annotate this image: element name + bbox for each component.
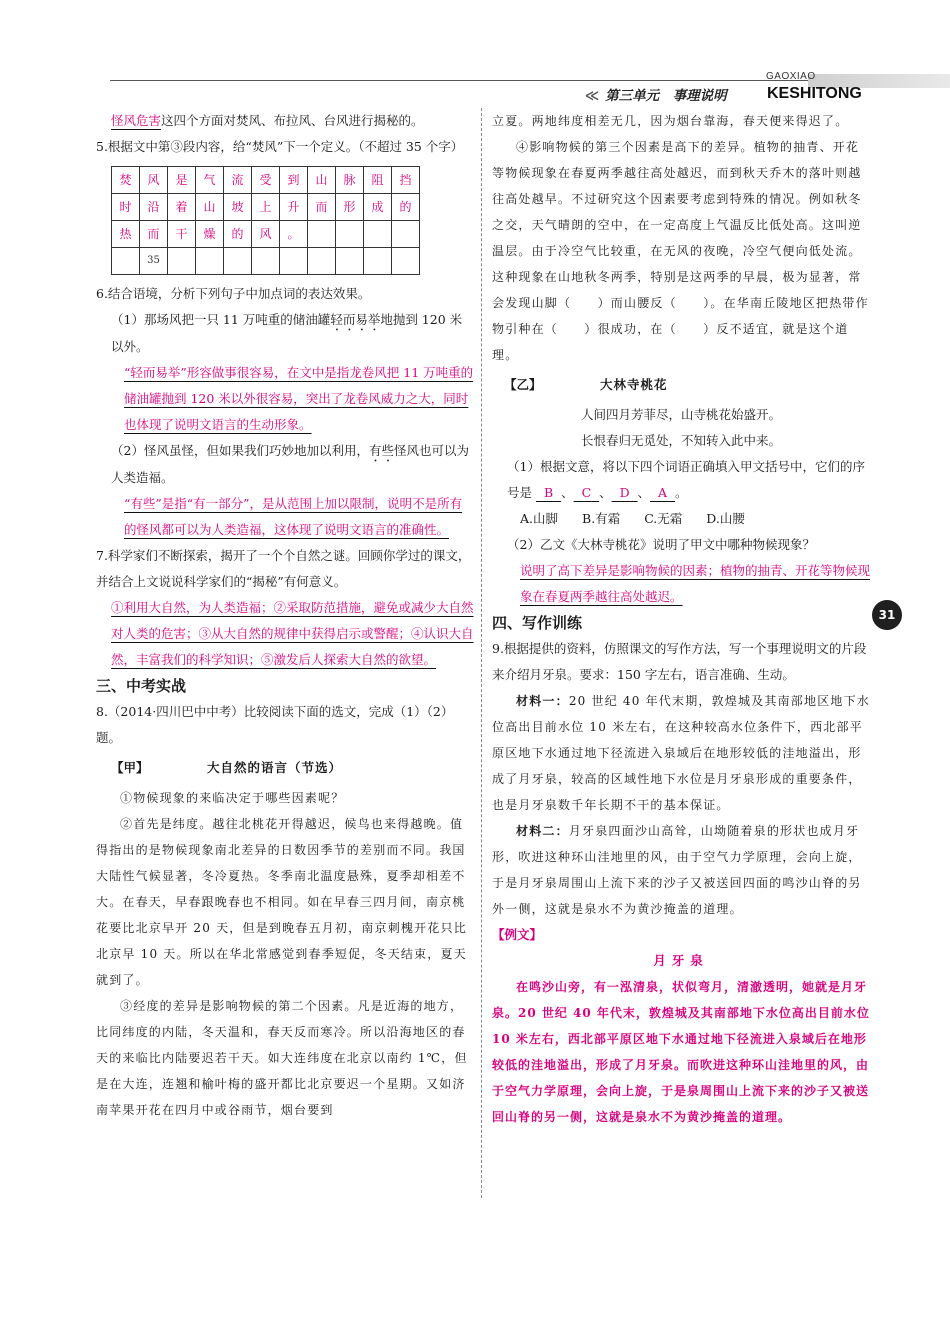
grid-cell: 气: [196, 167, 224, 194]
example-tag: 【例文】: [492, 927, 543, 942]
example-title: 月牙泉: [653, 953, 709, 968]
page-number: 31: [872, 600, 902, 630]
passage-title: 大自然的语言（节选）: [207, 760, 343, 775]
option: B.有霜: [582, 511, 621, 526]
grid-cell: [336, 248, 364, 275]
passage-paragraph: ③经度的差异是影响物候的第二个因素。凡是近海的地方，比同纬度的内陆，冬天温和，春天反而寒冷。所以沿海地区的春天的来临比内陆要迟若干天。如大连纬度在北京以南约 1℃，但是在大连，连翘和榆叶梅的盛开都比北京要迟一个星期。又如济南苹果开花在四月中或谷雨节，烟台要到: [96, 999, 468, 1117]
brand-small: GAOXIAO: [766, 71, 816, 82]
grid-cell: 时: [112, 194, 140, 221]
question-8: 8.（2014·四川巴中中考）比较阅读下面的选文，完成（1）（2）题。: [96, 704, 454, 745]
grid-cell: [308, 221, 336, 248]
double-chevron-icon: ≪: [585, 88, 600, 104]
grid-cell: 到: [280, 167, 308, 194]
grid-cell: 受: [252, 167, 280, 194]
grid-cell: 挡: [392, 167, 420, 194]
material-2: 材料二：月牙泉四面沙山高耸，山坳随着泉的形状也成月牙形，吹进这种环山洼地里的风，由于空气力学原理，会向上旋，于是月牙泉周围山上流下来的沙子又被送回四面的鸣沙山脊的另外一侧，这就是泉水不为黄沙掩盖的道理。: [492, 824, 862, 916]
answer-text: 怪风危害: [111, 113, 162, 128]
grid-cell: [168, 248, 196, 275]
grid-cell: 风: [140, 167, 168, 194]
column-divider: [481, 108, 482, 1198]
q4-answer-line: 怪风危害这四个方面对焚风、布拉风、台风进行揭秘的。: [111, 113, 424, 128]
answer-6-1: “轻而易举”形容做事很容易，在文中是指龙卷风把 11 万吨重的储油罐抛到 120 米以外很容易，突出了龙卷风威力之大，同时也体现了说明文语言的生动形象。: [124, 365, 474, 432]
question-8-2: （2）乙文《大林寺桃花》说明了甲文中哪种物候现象？: [507, 537, 815, 552]
grid-cell: [280, 248, 308, 275]
option: C.无霜: [644, 511, 683, 526]
grid-cell: 燥: [196, 221, 224, 248]
options-row: [492, 506, 870, 532]
grid-cell: 焚: [112, 167, 140, 194]
grid-cell: 的: [224, 221, 252, 248]
answer-8-2: 说明了高下差异是影响物候的因素；植物的抽青、开花等物候现象在春夏两季越往高处越迟。: [520, 563, 871, 604]
question-9: 9.根据提供的资料，仿照课文的写作方法，写一个事理说明文的片段来介绍月牙泉。要求：150 字左右，语言准确、生动。: [492, 641, 867, 682]
question-6: 6.结合语境，分析下列句子中加点词的表达效果。: [96, 286, 371, 301]
grid-cell: [224, 248, 252, 275]
grid-cell: 35: [140, 248, 168, 275]
grid-cell: 形: [336, 194, 364, 221]
grid-row: [112, 167, 420, 194]
passage-jia-title-row: [96, 755, 474, 781]
grid-cell: [392, 248, 420, 275]
grid-cell: [112, 248, 140, 275]
answer-blank: B: [543, 485, 554, 500]
passage-tag: 【甲】: [111, 760, 149, 775]
grid-cell: 是: [168, 167, 196, 194]
question-7: 7.科学家们不断探索，揭开了一个个自然之谜。回顾你学过的课文，并结合上文说说科学家们的“揭秘”有何意义。: [96, 548, 471, 589]
answer-grid: [111, 166, 420, 275]
grid-cell: 流: [224, 167, 252, 194]
grid-cell: 热: [112, 221, 140, 248]
left-column: [96, 108, 474, 1123]
option: D.山腰: [706, 511, 745, 526]
header-rule: [110, 80, 872, 81]
passage-paragraph: ④影响物候的第三个因素是高下的差异。植物的抽青、开花等物候现象在春夏两季越往高处越迟，而到秋天乔木的落叶则越往高处越早。不过研究这个因素要考虑到特殊的情况。例如秋冬之交，天气晴朗的空中，在一定高度上气温反比低处高。这叫逆温层。由于冷空气比较重，在无风的夜晚，冷空气便向低处流。这种现象在山地秋冬两季，特别是这两季的早晨，极为显著，常会发现山脚（ ）而山腰反（ ）。在华南丘陵地区把热带作物引种在（ ）很成功，在（ ）反不适宜，就是这个道理。: [492, 140, 869, 362]
question-6-2: （2）怪风虽怪，但如果我们巧妙地加以利用，有些怪风也可以为人类造福。: [111, 443, 469, 485]
answer-blank: D: [619, 485, 630, 500]
section-3-title: 三、中考实战: [96, 677, 187, 695]
passage-paragraph: ②首先是纬度。越往北桃花开得越迟，候鸟也来得越晚。值得指出的是物候现象南北差异的日数因季节的差别而不同。我国大陆性气候显著，冬冷夏热。冬季南北温度悬殊，夏季却相差不大。在春天，早春跟晚春也不相同。如在早春三四月间，南京桃花要比北京早开 20 天，但是到晚春五月初，南京刺槐开花只比北京早 10 天。所以在华北常感觉到春季短促，冬天结束，夏天就到了。: [96, 817, 467, 987]
grid-cell: [364, 248, 392, 275]
poem-line: 长恨春归无觅处，不知转入此中来。: [580, 433, 781, 448]
grid-cell: 升: [280, 194, 308, 221]
passage-yi-title-row: [492, 372, 870, 398]
passage-tag: 【乙】: [504, 377, 542, 392]
grid-cell: 干: [168, 221, 196, 248]
grid-cell: 沿: [140, 194, 168, 221]
question-8-1: （1）根据文意，将以下四个词语正确填入甲文括号中，它们的序号是 B 、 C 、 D 、 A 。: [507, 459, 865, 500]
grid-cell: [308, 248, 336, 275]
answer-blank: A: [658, 485, 668, 500]
grid-row: [112, 194, 420, 221]
grid-cell: 而: [308, 194, 336, 221]
passage-paragraph: ①物候现象的来临决定于哪些因素呢？: [120, 791, 345, 805]
grid-row: [112, 248, 420, 275]
option: A.山脚: [520, 511, 559, 526]
grid-cell: [364, 221, 392, 248]
question-6-1: （1）那场风把一只 11 万吨重的储油罐轻而易举地抛到 120 米以外。: [111, 312, 463, 354]
grid-cell: 成: [364, 194, 392, 221]
grid-cell: 阻: [364, 167, 392, 194]
answer-blank: C: [581, 485, 592, 500]
grid-cell: 风: [252, 221, 280, 248]
unit-header: [585, 84, 727, 104]
grid-row: [112, 221, 420, 248]
material-1: 材料一：20 世纪 40 年代末期，敦煌城及其南部地区地下水位高出目前水位 10 米左右，在这种较高水位条件下，西北部平原区地下水通过地下径流进入泉域后在地形较低的洼地溢出，形成了月牙泉，较高的区域性地下水位是月牙泉形成的重要条件，也是月牙泉数千年长期不干的基本保证。: [492, 694, 870, 812]
question-5: 5.根据文中第③段内容，给“焚风”下一个定义。（不超过 35 个字）: [96, 139, 464, 154]
answer-6-2: “有些”是指“有一部分”，是从范围上加以限制，说明不是所有的怪风都可以为人类造福，这体现了说明文语言的准确性。: [124, 496, 463, 537]
grid-cell: 的: [392, 194, 420, 221]
poem-line: 人间四月芳菲尽，山寺桃花始盛开。: [580, 407, 781, 422]
passage-paragraph: 立夏。两地纬度相差无几，因为烟台靠海，春天便来得迟了。: [492, 114, 849, 128]
grid-cell: [336, 221, 364, 248]
grid-cell: 而: [140, 221, 168, 248]
brand-logo: KESHITONG: [767, 85, 862, 102]
grid-cell: 山: [308, 167, 336, 194]
grid-cell: 脉: [336, 167, 364, 194]
grid-cell: [392, 221, 420, 248]
grid-cell: [196, 248, 224, 275]
grid-cell: 着: [168, 194, 196, 221]
grid-cell: 。: [280, 221, 308, 248]
answer-7: ①利用大自然，为人类造福；②采取防范措施，避免或减少大自然对人类的危害；③从大自然的规律中获得启示或警醒；④认识大自然，丰富我们的科学知识；⑤激发后人探索大自然的欲望。: [111, 600, 474, 667]
poem-title: 大林寺桃花: [600, 377, 668, 392]
section-4-title: 四、写作训练: [492, 614, 583, 632]
grid-cell: [252, 248, 280, 275]
right-column: [492, 108, 870, 1130]
grid-cell: 上: [252, 194, 280, 221]
unit-title: 第三单元 事理说明: [605, 88, 727, 104]
grid-cell: 山: [196, 194, 224, 221]
grid-cell: 坡: [224, 194, 252, 221]
example-body: 在鸣沙山旁，有一泓清泉，状似弯月，清澈透明，她就是月牙泉。20 世纪 40 年代末，敦煌城及其南部地下水位高出目前水位 10 米左右，西北部平原区地下水通过地下径流进入泉域后在地形较低的洼地溢出，形成了月牙泉。而吹进这种环山洼地里的风，由于空气力学原理，会向上旋，于是泉周围山上流下来的沙子又被送回山脊的另一侧，这就是泉水不为黄沙掩盖的道理。: [492, 980, 870, 1124]
